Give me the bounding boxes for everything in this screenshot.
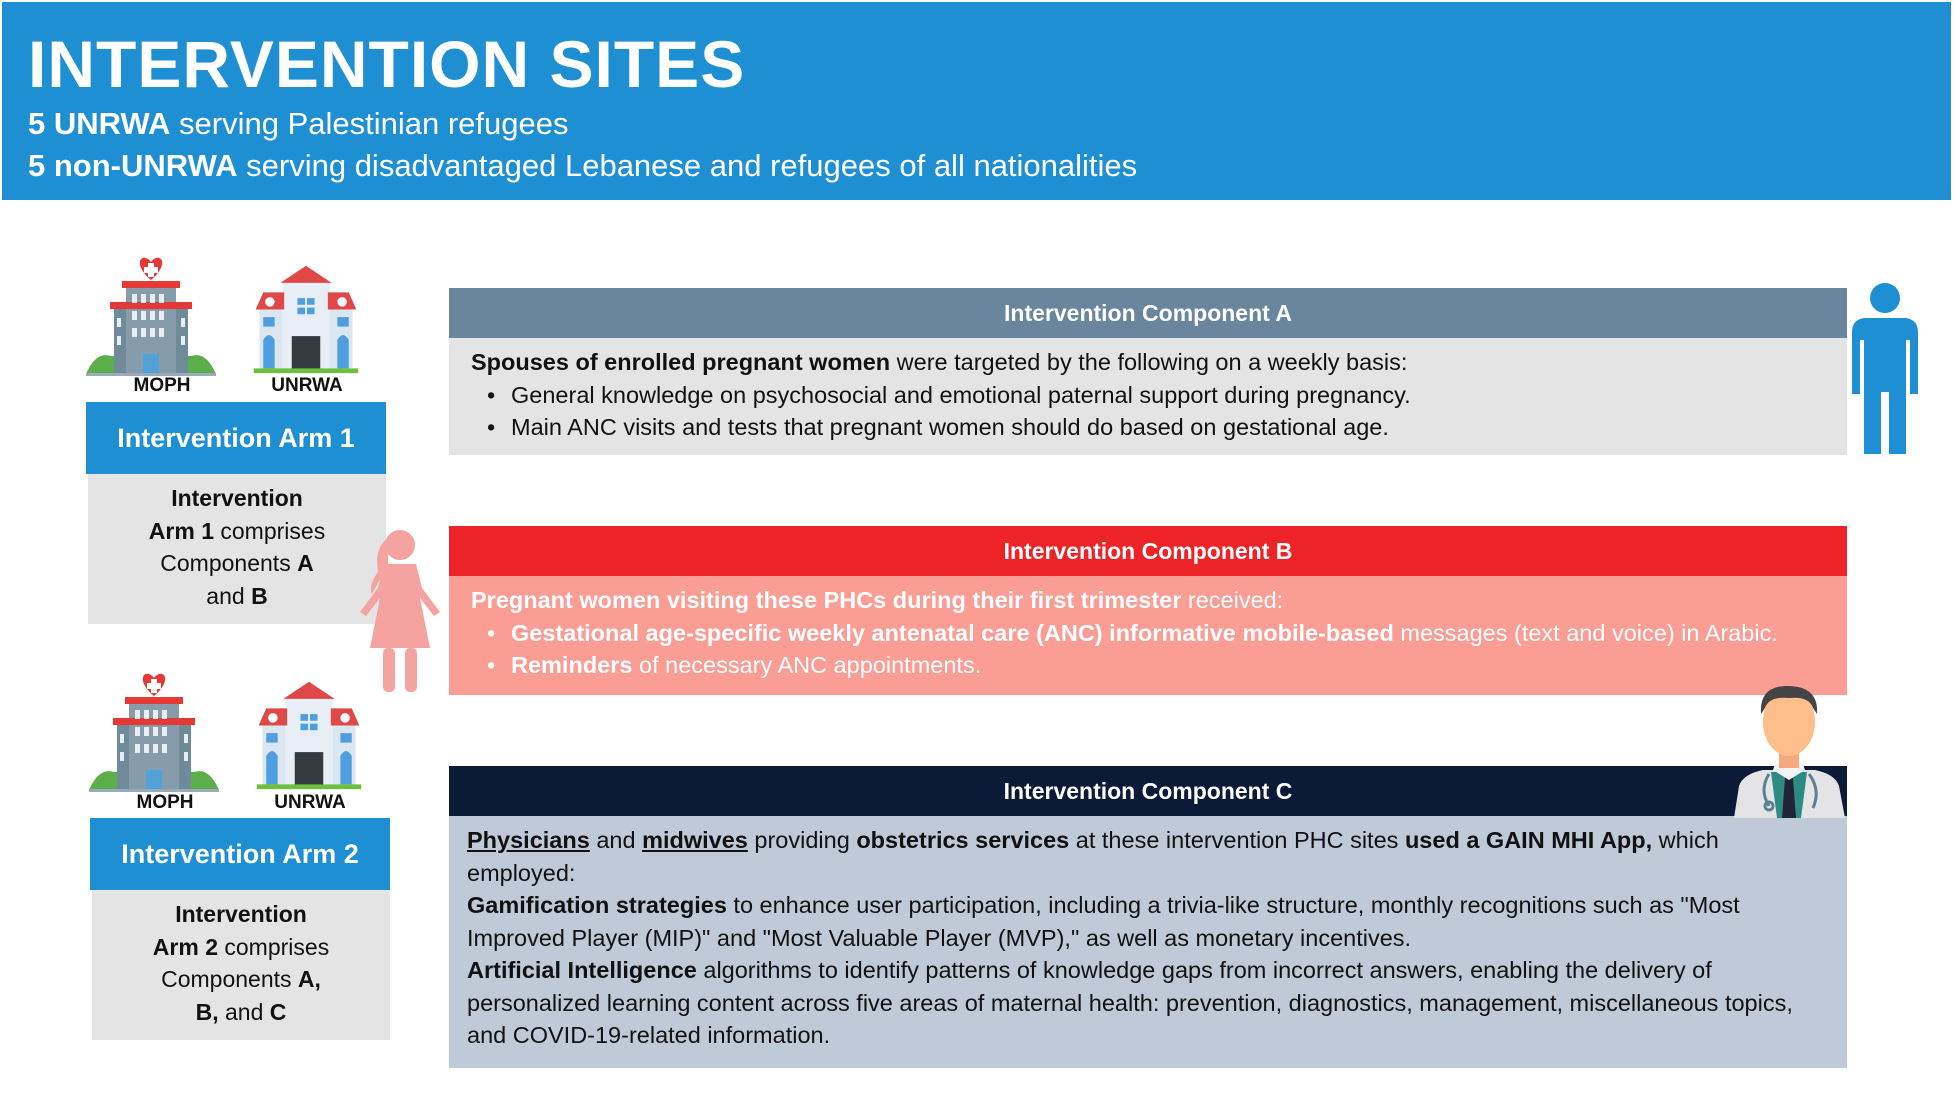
component-b-lead [471,584,1825,617]
moph-hospital-icon [89,672,219,792]
desc-text: Intervention [171,485,303,511]
arm-2-description [92,890,390,1040]
non-unrwa-sites-line [28,148,1137,184]
lead-text: were targeted by the following on a weekly basis: [890,349,1408,375]
non-unrwa-count: 5 non-UNRWA [28,148,238,183]
unrwa-desc: serving Palestinian refugees [170,106,569,141]
intervention-arm-1-header: Intervention Arm 1 [86,402,386,474]
unrwa-label: UNRWA [274,792,346,813]
desc-text: A [297,550,314,576]
lead-bold: Spouses of enrolled pregnant women [471,349,891,375]
text: at these intervention PHC sites [1069,827,1405,853]
list-item [471,617,1825,650]
moph-label: MOPH [136,792,194,813]
moph-hospital-icon [86,256,216,376]
text-bold: Artificial Intelligence [467,957,697,983]
desc-text: A, [297,966,321,992]
doctor-icon [1729,678,1849,818]
unrwa-label: UNRWA [271,375,343,396]
component-a-header: Intervention Component A [449,288,1847,338]
desc-text: Components [161,966,298,992]
component-c-p2 [467,889,1829,954]
component-b-body [449,576,1847,695]
moph-label: MOPH [133,375,191,396]
list-item [471,649,1825,682]
item-bold: Reminders [511,652,633,678]
unrwa-clinic-icon [250,262,362,376]
desc-text: and [206,582,252,609]
item-text: messages (text and voice) in Arabic. [1393,619,1778,646]
desc-text: Components [160,550,298,576]
component-a-lead [471,346,1825,379]
component-c-header: Intervention Component C [449,766,1847,816]
desc-text: B [251,582,268,609]
desc-text: and [218,998,270,1025]
list-item: • General knowledge on psychosocial and emotional paternal support during pregnancy. [471,379,1825,412]
arm-1-description [88,474,386,624]
text: algorithms to identify patterns of knowledge gaps from incorrect answers, enabling the delivery of personalized learning content across five areas of maternal health: prevention, diagnostics, management, miscellaneous topics, and COVID-19-related information. [467,957,1793,1048]
text-bold: used a GAIN MHI App, [1404,827,1653,853]
lead-text: received: [1181,587,1284,613]
text-bold: obstetrics services [856,827,1070,853]
physicians-text: Physicians [467,827,590,853]
lead-bold: Pregnant women visiting these PHCs during their first trimester [471,587,1182,613]
page-title: INTERVENTION SITES [28,27,746,101]
page-header [2,2,1951,200]
pregnant-woman-icon [350,528,450,694]
desc-text: Arm 2 [152,933,218,960]
component-c-p1 [467,824,1829,889]
list-item: • Main ANC visits and tests that pregnant women should do based on gestational age. [471,411,1825,444]
non-unrwa-desc: serving disadvantaged Lebanese and refugees of all nationalities [237,148,1138,183]
text: to enhance user participation, including a trivia-like structure, monthly recognitions such as "Most Improved Player (MIP)" and "Most Valuable Player (MVP)," as well as monetary incentives. [467,892,1740,951]
component-b-header: Intervention Component B [449,526,1847,576]
component-a-body [449,338,1847,455]
unrwa-sites-line [28,106,568,142]
desc-text: comprises [218,933,330,960]
intervention-arm-2-header: Intervention Arm 2 [90,818,390,890]
desc-text: comprises [214,517,326,544]
unrwa-count: 5 UNRWA [28,106,171,141]
desc-text: Intervention [175,901,307,927]
item-text: of necessary ANC appointments. [632,652,982,678]
text: which employed: [467,827,1719,886]
man-icon [1848,282,1922,457]
text: and [589,827,643,853]
desc-text: C [269,998,287,1025]
text: providing [747,827,857,853]
component-c-p3 [467,954,1829,1052]
item-bold: Gestational age-specific weekly antenatal care (ANC) informative mobile-based [511,619,1394,646]
unrwa-clinic-icon [253,678,365,792]
desc-text: Arm 1 [148,517,214,544]
text-bold: Gamification strategies [467,892,727,918]
component-c-body [449,816,1847,1068]
midwives-text: midwives [642,827,748,853]
desc-text: B, [195,998,219,1025]
